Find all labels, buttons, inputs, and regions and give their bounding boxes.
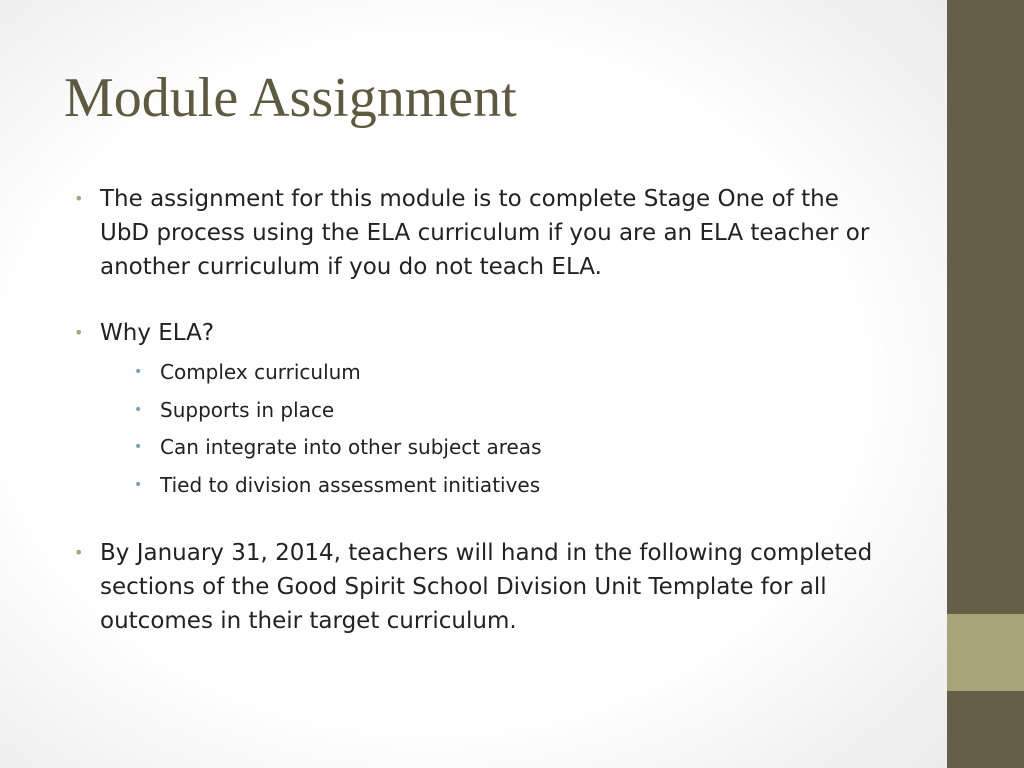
sub-bullet-dot-icon: • <box>134 401 143 418</box>
sub-bullet-list <box>100 354 884 504</box>
bullet-text: By January 31, 2014, teachers will hand in the following completed sections of the Good Spirit School Division Unit Template for all outcomes in their target curriculum. <box>100 540 873 634</box>
bullet-dot-icon: • <box>74 323 84 342</box>
bullet-text: Why ELA? <box>100 320 215 346</box>
sub-bullet-text: Supports in place <box>160 397 335 422</box>
slide-body <box>74 182 884 638</box>
bullet-dot-icon: • <box>74 189 84 208</box>
sub-bullet-item <box>100 467 884 505</box>
bullet-dot-icon: • <box>74 543 84 562</box>
sub-bullet-text: Complex curriculum <box>160 360 361 384</box>
sub-bullet-item <box>100 429 884 467</box>
sub-bullet-dot-icon: • <box>134 364 143 380</box>
slide-title: Module Assignment <box>64 67 517 129</box>
sub-bullet-text: Tied to division assessment initiatives <box>160 472 541 497</box>
bullet-item <box>74 316 884 504</box>
sub-bullet-item <box>100 392 884 430</box>
bullet-item <box>74 536 884 638</box>
sub-bullet-text: Can integrate into other subject areas <box>160 435 542 459</box>
decorative-sidebar-accent <box>947 614 1024 691</box>
sub-bullet-dot-icon: • <box>134 476 143 493</box>
bullet-text: The assignment for this module is to complete Stage One of the UbD process using the ELA curriculum if you are an ELA teacher or another curriculum if you do not teach ELA. <box>100 186 870 280</box>
sub-bullet-item <box>100 354 884 392</box>
bullet-item <box>74 182 884 284</box>
sub-bullet-dot-icon: • <box>134 439 143 455</box>
